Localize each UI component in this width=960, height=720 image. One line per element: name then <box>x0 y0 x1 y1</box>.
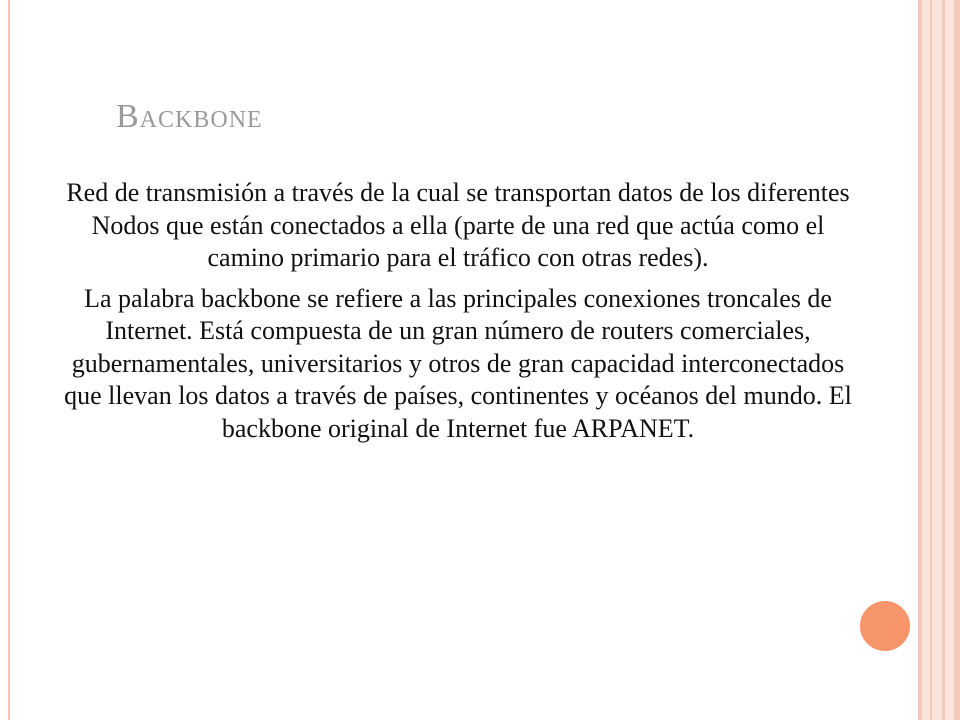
slide-body <box>58 177 858 453</box>
right-decorative-stripe <box>945 0 954 720</box>
slide-title: Backbone <box>116 98 263 135</box>
right-decorative-stripe <box>954 0 960 720</box>
decorative-circle <box>857 598 913 654</box>
right-decorative-stripe <box>932 0 942 720</box>
body-paragraph-1: Red de transmisión a través de la cual se transportan datos de los diferentes Nodos que están conectados a ella (parte de una red que actúa como el camino primario para el tráfico con otras redes). <box>66 178 850 272</box>
right-decorative-stripe <box>922 0 930 720</box>
body-paragraph-2: La palabra backbone se refiere a las principales conexiones troncales de Internet. Está compuesta de un gran número de routers comerciales, gubernamentales, universitarios y otros de gran capacidad interconectados que llevan los datos a través de países, continentes y océanos del mundo. El backbone original de Internet fue ARPANET. <box>64 283 852 443</box>
left-border-line <box>8 0 10 720</box>
